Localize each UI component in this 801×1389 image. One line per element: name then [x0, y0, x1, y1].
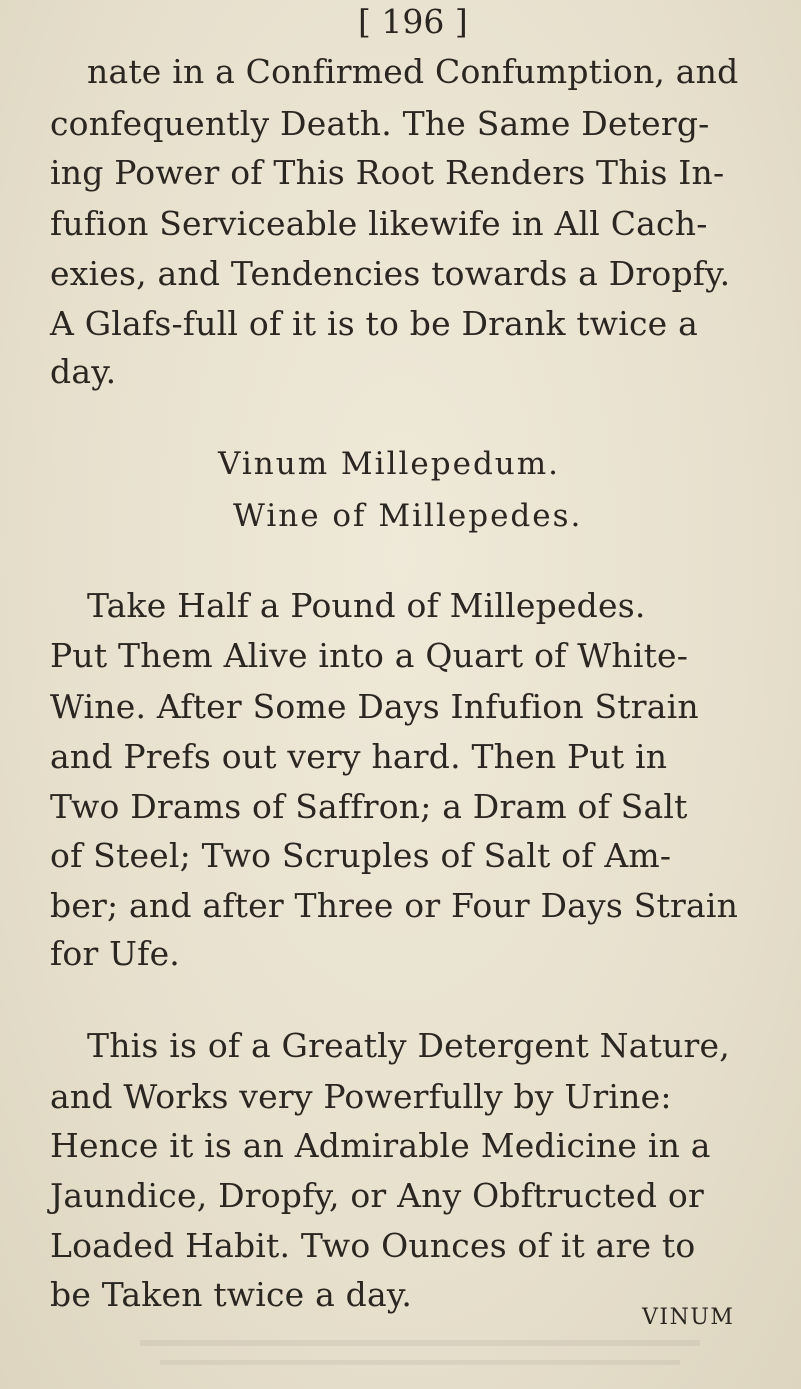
text-line: nate in a Confirmed Confumption, and	[87, 52, 739, 91]
text-line: confequently Death. The Same Deterg-	[50, 104, 710, 143]
text-line: Loaded Habit. Two Ounces of it are to	[50, 1226, 696, 1265]
text-line: for Ufe.	[50, 934, 180, 973]
text-line: exies, and Tendencies towards a Dropfy.	[50, 254, 731, 293]
text-line: ber; and after Three or Four Days Strain	[50, 886, 739, 925]
text-line: Put Them Alive into a Quart of White-	[50, 636, 689, 675]
text-line: Jaundice, Dropfy, or Any Obftructed or	[50, 1176, 704, 1215]
text-line: of Steel; Two Scruples of Salt of Am-	[50, 836, 672, 875]
text-line: and Prefs out very hard. Then Put in	[50, 737, 668, 776]
recipe-title-english: Wine of Millepedes.	[233, 498, 583, 534]
text-line: be Taken twice a day.	[50, 1275, 413, 1314]
recipe-title-latin: Vinum Millepedum.	[218, 446, 561, 482]
catchword: VINUM	[642, 1305, 735, 1330]
text-line: and Works very Powerfully by Urine:	[50, 1077, 672, 1116]
text-line: Wine. After Some Days Infufion Strain	[50, 687, 699, 726]
text-line: fufion Serviceable likewife in All Cach-	[50, 204, 708, 243]
text-line: A Glafs-full of it is to be Drank twice a	[50, 304, 698, 343]
text-line: Hence it is an Admirable Medicine in a	[50, 1126, 711, 1165]
text-line: ing Power of This Root Renders This In-	[50, 153, 725, 192]
show-through-texture	[140, 1330, 740, 1380]
text-line: day.	[50, 352, 117, 391]
text-line: This is of a Greatly Detergent Nature,	[87, 1026, 730, 1065]
text-line: Two Drams of Saffron; a Dram of Salt	[50, 787, 688, 826]
page-number: [ 196 ]	[358, 2, 468, 41]
text-line: Take Half a Pound of Millepedes.	[87, 586, 646, 625]
